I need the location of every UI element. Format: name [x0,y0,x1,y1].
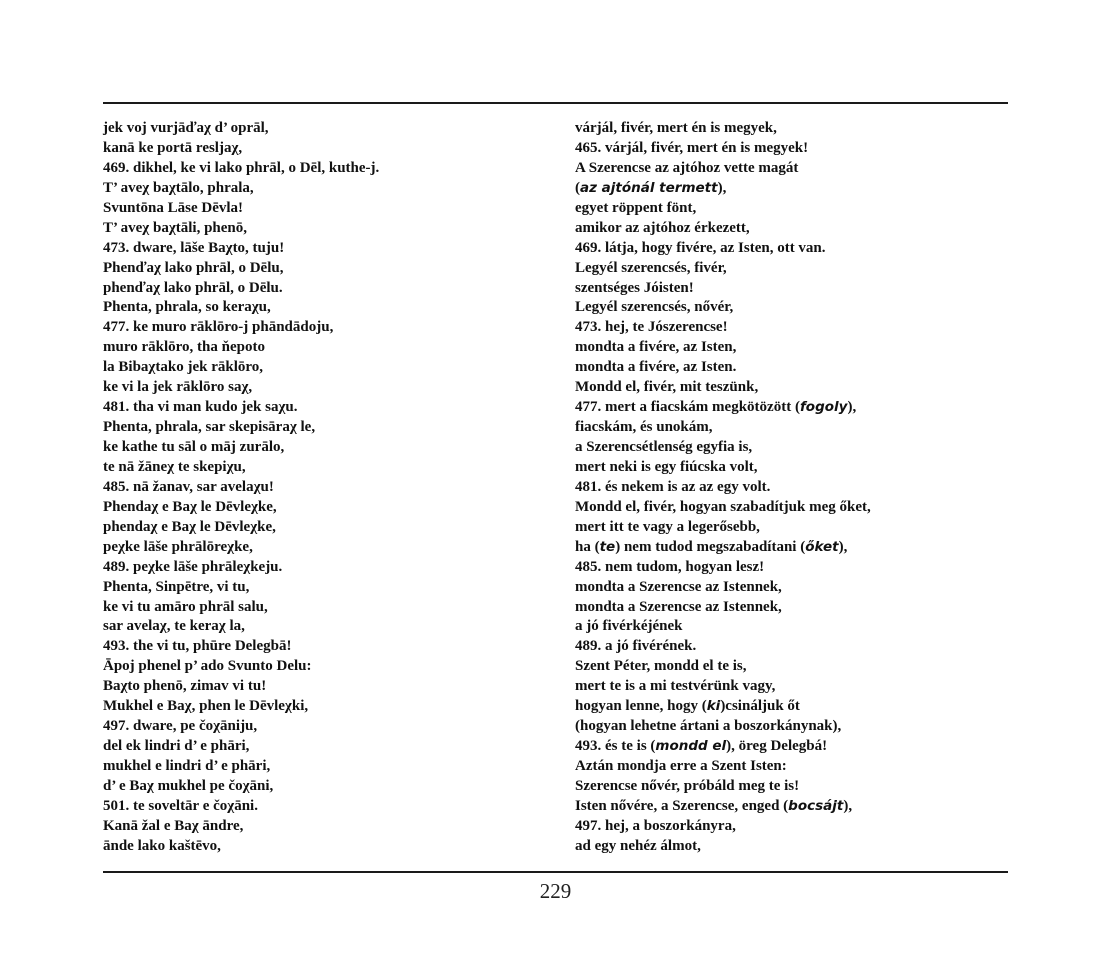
translation-line [575,797,1008,817]
translation-line: Aztán mondja erre a Szent Isten: [575,758,787,774]
verse-line: T’ aveχ baχtāli, phenō, [103,219,248,236]
verse-line: ke vi tu amāro phrāl salu, [103,598,268,615]
verse-line: Phenta, Sinpētre, vi tu, [103,578,250,595]
verse-line: 485. nā žanav, sar avelaχu! [103,478,274,495]
translation-line: mondta a Szerencse az Istennek, [575,578,782,595]
verse-line: kanā ke portā resljaχ, [103,139,243,156]
verse-line: Baχto phenō, zimav vi tu! [103,678,267,695]
bottom-rule [103,871,1008,873]
translation-line [575,697,1008,717]
verse-line: del ek lindri d’ e phāri, [103,738,250,755]
translation-line: várjál, fivér, mert én is megyek, [575,120,777,136]
verse-line: mukhel e lindri d’ e phāri, [103,758,271,774]
verse-line: la Bibaχtako jek rāklōro, [103,359,263,376]
line-text: 493. és te is ( [575,738,656,755]
verse-line: Phenta, phrala, so keraχu, [103,299,271,316]
translation-line: Legyél szerencsés, fivér, [575,259,727,276]
line-text: )csináljuk őt [720,698,800,715]
verse-line: 489. peχke lāše phrāleχkeju. [103,558,283,575]
translation-line: Szerencse nővér, próbáld meg te is! [575,777,800,794]
italic-gloss: bocsájt [788,797,844,814]
italic-gloss: mondd el [655,738,727,755]
verse-line: te nā žāneχ te skepiχu, [103,458,246,475]
verse-line: 473. dware, lāše Baχto, tuju! [103,239,285,256]
translation-line: mert neki is egy fiúcska volt, [575,458,758,475]
verse-line: phendaχ e Baχ le Dēvleχke, [103,518,276,535]
italic-gloss: te [599,538,616,555]
verse-line: ke kathe tu sāl o māj zurālo, [103,439,285,455]
line-text: ) nem tudod megszabadítani ( [615,538,806,555]
translation-line [575,737,1008,757]
translation-line: 489. a jó fivérének. [575,638,697,655]
verse-line: ānde lako kaštēvo, [103,837,221,854]
verse-line: Phenta, phrala, sar skepisāraχ le, [103,419,316,436]
italic-gloss: az ajtónál termett [580,179,718,196]
translation-line: 473. hej, te Jószerencse! [575,319,728,336]
verse-line: 493. the vi tu, phūre Delegbā! [103,638,292,655]
line-text: ), öreg Delegbá! [726,738,828,755]
translation-line: Szent Péter, mondd el te is, [575,658,747,675]
translation-line [575,538,1008,558]
line-text: Isten nővére, a Szerencse, enged ( [575,797,789,814]
translation-line: 497. hej, a boszorkányra, [575,817,736,834]
line-text: ), [847,399,857,416]
verse-line: 469. dikhel, ke vi lako phrāl, o Dēl, kuthe-j. [103,159,380,176]
translation-line: fiacskám, és unokám, [575,419,713,436]
line-text: ha ( [575,538,600,555]
line-text: 477. mert a fiacskám megkötözött ( [575,399,800,416]
translation-line [575,398,1008,418]
hungarian-translation-column [575,119,1008,857]
translation-line: mert te is a mi testvérünk vagy, [575,678,776,695]
top-rule [103,102,1008,104]
verse-line: Mukhel e Baχ, phen le Dēvleχki, [103,698,309,715]
page-number: 229 [539,879,572,903]
italic-gloss: fogoly [799,399,848,416]
verse-line: phenďaχ lako phrāl, o Dēlu. [103,279,283,296]
italic-gloss: őket [805,538,839,555]
verse-line: Phendaχ e Baχ le Dēvleχke, [103,498,277,515]
translation-line: amikor az ajtóhoz érkezett, [575,219,750,236]
translation-line: a Szerencsétlenség egyfia is, [575,439,753,455]
line-text: ), [717,179,727,196]
verse-line: peχke lāše phrālōreχke, [103,538,253,555]
translation-line: mert itt te vagy a legerősebb, [575,518,760,535]
translation-line: mondta a fivére, az Isten. [575,359,737,376]
verse-line: Kanā žal e Baχ āndre, [103,817,244,834]
verse-line: ke vi la jek rāklōro saχ, [103,379,253,396]
line-text: ( [575,179,580,196]
translation-line: egyet röppent fönt, [575,199,697,216]
translation-line: a jó fivérkéjének [575,618,683,635]
translation-line: Mondd el, fivér, mit teszünk, [575,379,759,396]
verse-line: Āpoj phenel p’ ado Svunto Delu: [103,658,312,675]
line-text: ), [843,797,853,814]
translation-line [575,179,1008,199]
verse-line: Phenďaχ lako phrāl, o Dēlu, [103,259,284,276]
translation-line: mondta a fivére, az Isten, [575,339,737,356]
translation-line: 485. nem tudom, hogyan lesz! [575,558,765,575]
verse-line: Svuntōna Lāse Dēvla! [103,199,244,216]
line-text: hogyan lenne, hogy ( [575,698,707,715]
romani-text-column [103,119,543,857]
line-text: ), [838,538,848,555]
translation-line: Legyél szerencsés, nővér, [575,299,734,316]
translation-line: 481. és nekem is az az egy volt. [575,478,771,495]
verse-line: 501. te soveltār e čoχāni. [103,797,258,814]
verse-line: T’ aveχ baχtālo, phrala, [103,179,254,196]
translation-line: ad egy nehéz álmot, [575,837,701,854]
verse-line: jek voj vurjāďaχ d’ oprāl, [103,120,269,136]
translation-line: 465. várjál, fivér, mert én is megyek! [575,139,809,156]
italic-gloss: ki [706,698,721,715]
verse-line: 497. dware, pe čoχāniju, [103,718,258,735]
verse-line: 477. ke muro rāklōro-j phāndādoju, [103,319,334,336]
verse-line: sar avelaχ, te keraχ la, [103,618,245,635]
verse-line: d’ e Baχ mukhel pe čoχāni, [103,777,274,794]
translation-line: Mondd el, fivér, hogyan szabadítjuk meg őket, [575,498,871,515]
translation-line: szentséges Jóisten! [575,279,694,296]
translation-line: A Szerencse az ajtóhoz vette magát [575,159,799,176]
translation-line: mondta a Szerencse az Istennek, [575,598,782,615]
translation-line: (hogyan lehetne ártani a boszorkánynak), [575,718,842,735]
verse-line: 481. tha vi man kudo jek saχu. [103,399,298,416]
translation-line: 469. látja, hogy fivére, az Isten, ott van. [575,239,826,256]
verse-line: muro rāklōro, tha ňepoto [103,339,265,356]
